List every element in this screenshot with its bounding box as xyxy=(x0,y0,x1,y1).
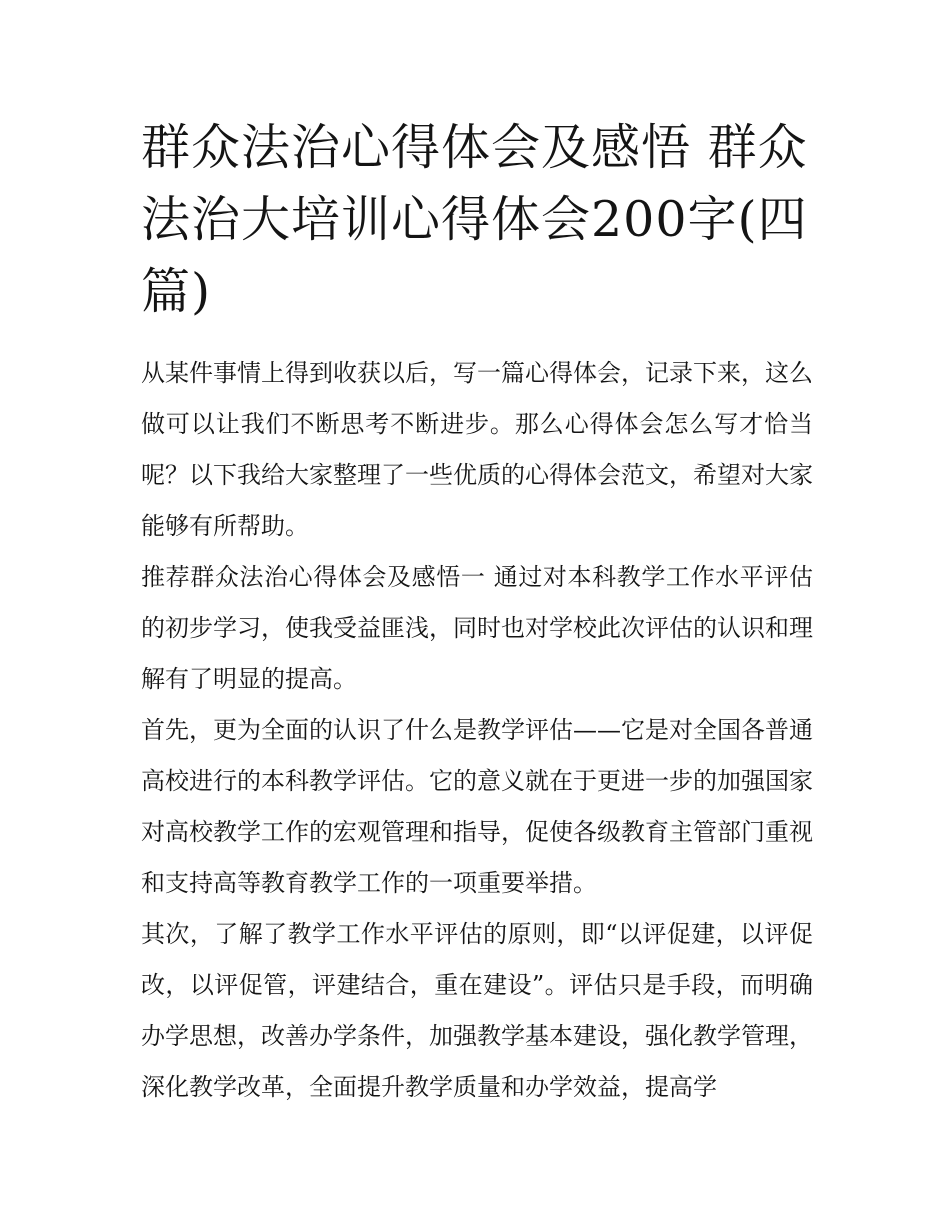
document-page xyxy=(141,112,813,1113)
intro-paragraph: 从某件事情上得到收获以后，写一篇心得体会，记录下来，这么做可以让我们不断思考不断进步。那么心得体会怎么写才恰当呢？以下我给大家整理了一些优质的心得体会范文，希望对大家能够有所帮助。 xyxy=(141,359,813,540)
first-point-paragraph: 首先，更为全面的认识了什么是教学评估——它是对全国各普通高校进行的本科教学评估。它的意义就在于更进一步的加强国家对高校教学工作的宏观管理和指导，促使各级教育主管部门重视和支持高等教育教学工作的一项重要举措。 xyxy=(141,716,813,897)
second-point-paragraph: 其次，了解了教学工作水平评估的原则，即“以评促建，以评促改，以评促管，评建结合，重在建设”。评估只是手段，而明确办学思想，改善办学条件，加强教学基本建设，强化教学管理，深化教学改革，全面提升教学质量和办学效益，提高学 xyxy=(141,920,813,1101)
document-title: 群众法治心得体会及感悟 群众法治大培训心得体会200字(四篇) xyxy=(141,119,808,320)
recommendation-paragraph: 推荐群众法治心得体会及感悟一 通过对本科教学工作水平评估的初步学习，使我受益匪浅，同时也对学校此次评估的认识和理解有了明显的提高。 xyxy=(141,563,813,693)
document-body xyxy=(141,348,813,1113)
